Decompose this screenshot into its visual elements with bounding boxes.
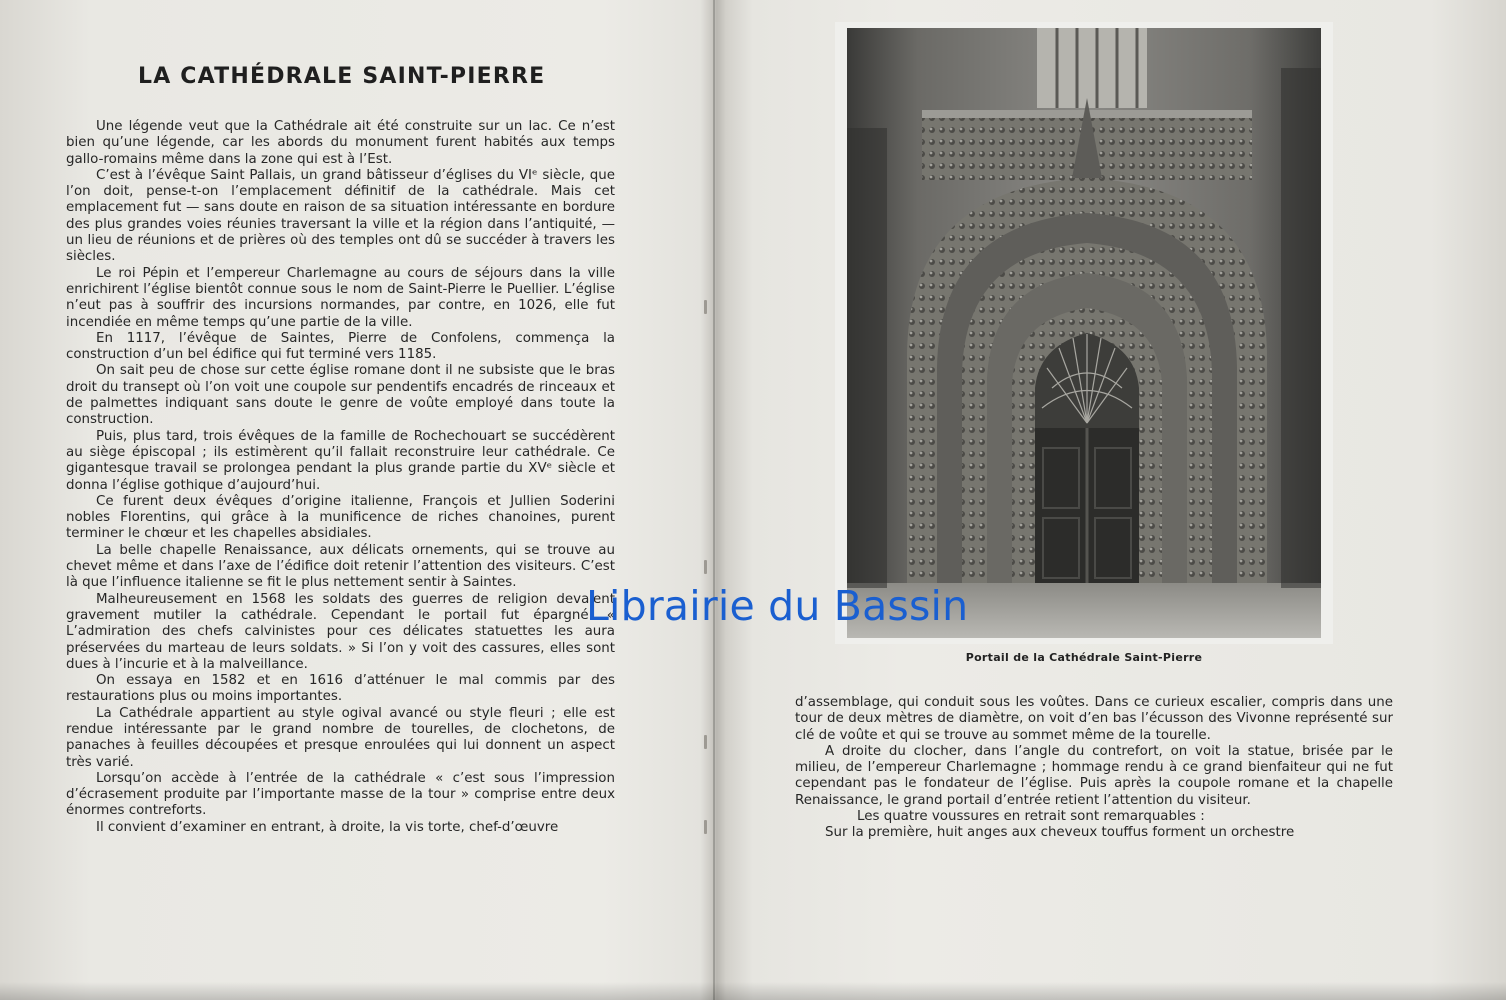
- paragraph: Le roi Pépin et l’empereur Charlemagne au cours de séjours dans la ville enrichirent l’église bientôt connue sous le nom de Saint-Pierre le Puellier. L’église n’eut pas à souffrir des incursions normandes, par contre, en 1026, elle fut incendiée en même temps qu’une partie de la ville.: [66, 265, 615, 330]
- paragraph: Il convient d’examiner en entrant, à droite, la vis torte, chef-d’œuvre: [96, 819, 559, 835]
- paragraph: On essaya en 1582 et en 1616 d’atténuer le mal commis par des restaurations plus ou moins importantes.: [66, 673, 615, 705]
- paragraph: Lorsqu’on accède à l’entrée de la cathédrale « c’est sous l’impression d’écrasement produite par l’importante masse de la tour » comprise entre deux énormes contreforts.: [66, 770, 615, 819]
- paragraph: La belle chapelle Renaissance, aux délicats ornements, qui se trouve au chevet même et dans l’axe de l’édifice doit retenir l’attention des visiteurs. C’est là que l’influence italienne se fit le plus nettement sentir à Saintes.: [66, 542, 615, 591]
- paragraph: Malheureusement en 1568 les soldats des guerres de religion devaient gravement mutiler la cathédrale. Cependant le portail fut épargné. « L’admiration des chefs calvinistes pour ces délicates statuettes les aura préservées du marteau de leurs soldats. » Si l’on y voit des cassures, elles sont dues à l’incurie et à la malveillance.: [66, 591, 615, 672]
- cathedral-portal-photo: [835, 22, 1333, 644]
- paragraph: A droite du clocher, dans l’angle du contrefort, on voit la statue, brisée par le milieu, de l’empereur Charlemagne ; hommage rendu à ce grand bienfaiteur qui ne fut cependant pas le fondateur de l’église. Puis après la coupole romane et la chapelle Renaissance, le grand portail d’entrée retient l’attention du visiteur.: [795, 743, 1393, 808]
- paragraph: C’est à l’évêque Saint Pallais, un grand bâtisseur d’églises du VIᵉ siècle, que l’on doit, pense-t-on l’emplacement définitif de la cathédrale. Mais cet emplacement fut — sans doute en raison de sa situation intéressante en bordure des plus grandes voies réunies traversant la ville et la région dans l’antiquité, — un lieu de réunions et de prières où des temples ont dû se succéder à travers les siècles.: [66, 167, 615, 265]
- right-page-text: [795, 695, 1393, 842]
- page-shadow: [0, 982, 1506, 1000]
- binding-stitch: [704, 300, 707, 314]
- paragraph: En 1117, l’évêque de Saintes, Pierre de Confolens, commença la construction d’un bel édifice qui fut terminé vers 1185.: [66, 330, 615, 363]
- paragraph: Ce furent deux évêques d’origine italienne, François et Jullien Soderini nobles Florentins, qui grâce à la munificence de riches chanoines, purent terminer le chœur et les chapelles absidiales.: [66, 493, 615, 542]
- paragraph: Sur la première, huit anges aux cheveux touffus forment un orchestre: [825, 825, 1295, 841]
- binding-stitch: [704, 735, 707, 749]
- binding-stitch: [704, 820, 707, 834]
- paragraph: La Cathédrale appartient au style ogival avancé ou style fleuri ; elle est rendue intéressante par le grand nombre de tourelles, de clochetons, de panaches à feuilles découpées et presque enroulées qui lui donnent un aspect très varié.: [66, 705, 615, 770]
- paragraph: Puis, plus tard, trois évêques de la famille de Rochechouart se succédèrent au siège épiscopal ; ils estimèrent qu’il fallait reconstruire leur cathédrale. Ce gigantesque travail se prolongea pendant la plus grande partie du XVᵉ siècle et donna l’église gothique d’aujourd’hui.: [66, 428, 615, 493]
- paragraph: Les quatre voussures en retrait sont remarquables :: [857, 809, 1205, 825]
- paragraph: Une légende veut que la Cathédrale ait été construite sur un lac. Ce n’est bien qu’une légende, car les abords du monument furent habités aux temps gallo-romains même dans la zone qui est à l’Est.: [66, 119, 615, 167]
- left-page-text: [66, 119, 615, 836]
- gutter-fold: [713, 0, 715, 1000]
- photo-caption: Portail de la Cathédrale Saint-Pierre: [965, 651, 1203, 664]
- portal-illustration: [847, 28, 1321, 638]
- paragraph: On sait peu de chose sur cette église romane dont il ne subsiste que le bras droit du transept où l’on voit une coupole sur pendentifs encadrés de rinceaux et de palmettes indiquant sans doute le genre de voûte employé dans toute la construction.: [66, 363, 615, 428]
- page-title: LA CATHÉDRALE SAINT-PIERRE: [138, 64, 546, 89]
- watermark: Librairie du Bassin: [586, 582, 969, 630]
- binding-stitch: [704, 560, 707, 574]
- paragraph: d’assemblage, qui conduit sous les voûtes. Dans ce curieux escalier, compris dans une tour de deux mètres de diamètre, on voit d’en bas l’écusson des Vivonne représenté sur clé de voûte et qui se trouve au sommet même de la tourelle.: [795, 695, 1393, 743]
